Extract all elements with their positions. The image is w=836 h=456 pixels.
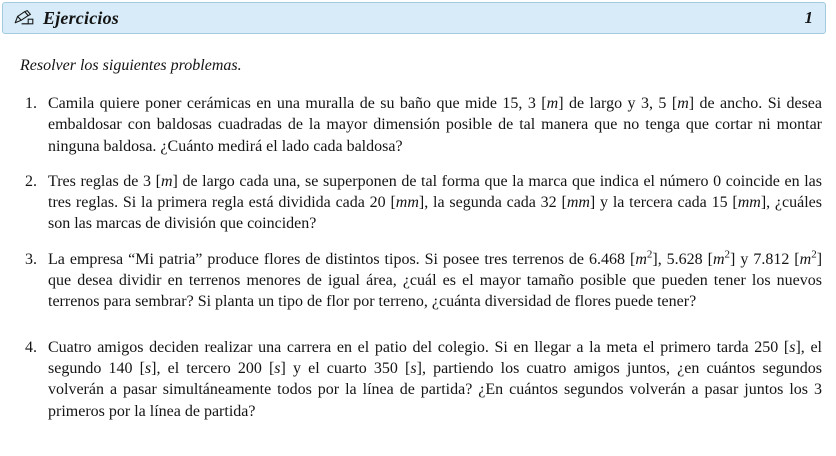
problem-number: 4. (25, 338, 37, 356)
problem-text: La empresa “Mi patria” produce flores de distintos tipos. Si posee tres terrenos de 6.468 $[m^2]$, 5.628 $[m^2]$ y 7.812 $[m^2]$ que desea dividir en terrenos menores de igual área, ¿cuál es el mayor tamaño posible que pueden tener los nuevos terrenos para sembrar? Si planta un tipo de flor por terreno, ¿cuánta diversidad de flores puede tener? (48, 248, 823, 311)
header-title: Ejercicios (43, 7, 119, 28)
problem-item (25, 93, 822, 157)
problem-number: 3. (25, 250, 37, 268)
page-number: 1 (804, 8, 813, 27)
problem-number: 2. (25, 172, 37, 190)
problem-text: Tres reglas de 3 [m] de largo cada una, se superponen de tal forma que la marca que indica el número 0 coincide en las tres reglas. Si la primera regla está dividida cada 20 [mm], la segunda cada 32 [mm] y la tercera cada 15 [mm], ¿cuáles son las marcas de división que coinciden? (48, 172, 823, 233)
problem-item (25, 337, 822, 422)
pencil-icon (13, 10, 34, 27)
intro-text: Resolver los siguientes problemas. (20, 57, 242, 74)
problem-text: Cuatro amigos deciden realizar una carrera en el patio del colegio. Si en llegar a la meta el primero tarda 250 [s], el segundo 140 [s], el tercero 200 [s] y el cuarto 350 [s], partiendo los cuatro amigos juntos, ¿en cuántos segundos volverán a pasar simultáneamente todos por la línea de partida? ¿En cuántos segundos volverán a pasar juntos los 3 primeros por la línea de partida? (48, 338, 823, 420)
problem-number: 1. (25, 95, 37, 112)
problem-text: Camila quiere poner cerámicas en una muralla de su baño que mide 15, 3 [m] de largo y 3, 5 [m] de ancho. Si desea embaldosar con baldosas cuadradas de la mayor dimensión posible de tal manera que no tenga que cortar ni montar ninguna baldosa. ¿Cuánto medirá el lado cada baldosa? (48, 95, 823, 155)
problem-item (25, 171, 822, 235)
exercises-header (2, 2, 826, 34)
problem-item (25, 249, 822, 313)
problem-list (25, 93, 822, 436)
